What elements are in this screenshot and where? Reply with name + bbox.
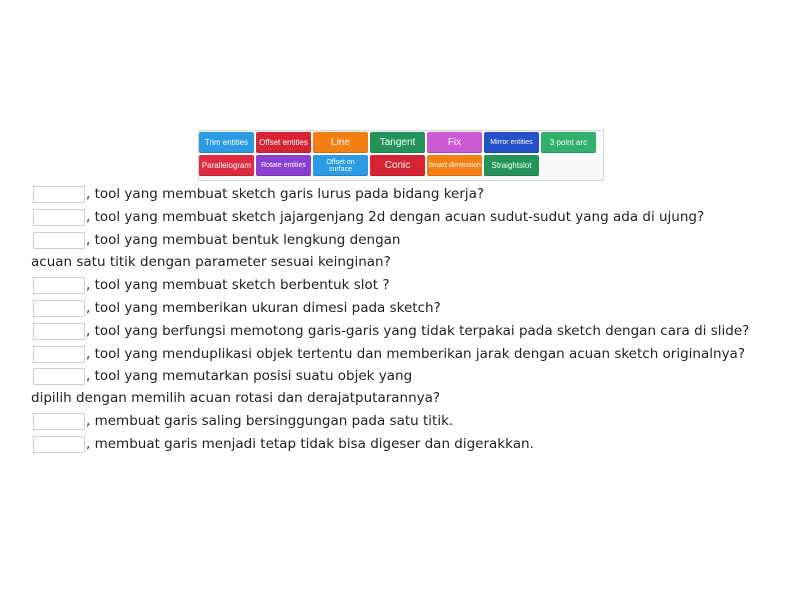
tile-fix[interactable]: Fix [427,132,482,153]
answer-drop-slot[interactable] [33,300,85,317]
answer-drop-slot[interactable] [33,346,85,363]
tile-mirror-entities[interactable]: Mirror entities [484,132,539,153]
tile-offset-on-surface[interactable]: Offset on surface [313,155,368,176]
tile-conic[interactable]: Conic [370,155,425,176]
question-text: , tool yang menduplikasi objek tertentu dan memberikan jarak dengan acuan sketch originalnya? [86,346,745,362]
question-text: , tool yang membuat sketch jajargenjang 2d dengan acuan sudut-sudut yang ada di ujung? [86,209,705,225]
question-text: , tool yang memberikan ukuran dimesi pada sketch? [86,300,441,316]
question-8-continuation: dipilih dengan memilih acuan rotasi dan derajatputarannya? [31,390,441,406]
answer-drop-slot[interactable] [33,186,85,203]
answer-drop-slot[interactable] [33,368,85,385]
question-text: , membuat garis saling bersinggungan pada satu titik. [86,413,454,429]
tile-parallelogram[interactable]: Parallelogram [199,155,254,176]
tile-straightslot[interactable]: Straightslot [484,155,539,176]
tile-trim-entities[interactable]: Trim entities [199,132,254,153]
answer-drop-slot[interactable] [33,413,85,430]
question-text: , tool yang membuat bentuk lengkung dengan [86,232,401,248]
tile-offset-entities[interactable]: Offset entities [256,132,311,153]
question-text: , tool yang membuat sketch berbentuk slot ? [86,277,390,293]
tile-smart-dimension[interactable]: Smart dimension [427,155,482,176]
answer-drop-slot[interactable] [33,209,85,226]
answer-drop-slot[interactable] [33,232,85,249]
tile-line[interactable]: Line [313,132,368,153]
answer-drop-slot[interactable] [33,323,85,340]
answer-drop-slot[interactable] [33,277,85,294]
answer-tile-bank [198,130,604,181]
tile-3-point-arc[interactable]: 3 point arc [541,132,596,153]
answer-drop-slot[interactable] [33,436,85,453]
question-text: , tool yang memutarkan posisi suatu objek yang [86,368,413,384]
question-text: , tool yang membuat sketch garis lurus pada bidang kerja? [86,186,485,202]
question-3-continuation: acuan satu titik dengan parameter sesuai keinginan? [31,254,391,270]
question-text: , tool yang berfungsi memotong garis-garis yang tidak terpakai pada sketch dengan cara di slide? [86,323,750,339]
tile-rotate-entities[interactable]: Rotate entities [256,155,311,176]
question-text: , membuat garis menjadi tetap tidak bisa digeser dan digerakkan. [86,436,534,452]
tile-tangent[interactable]: Tangent [370,132,425,153]
